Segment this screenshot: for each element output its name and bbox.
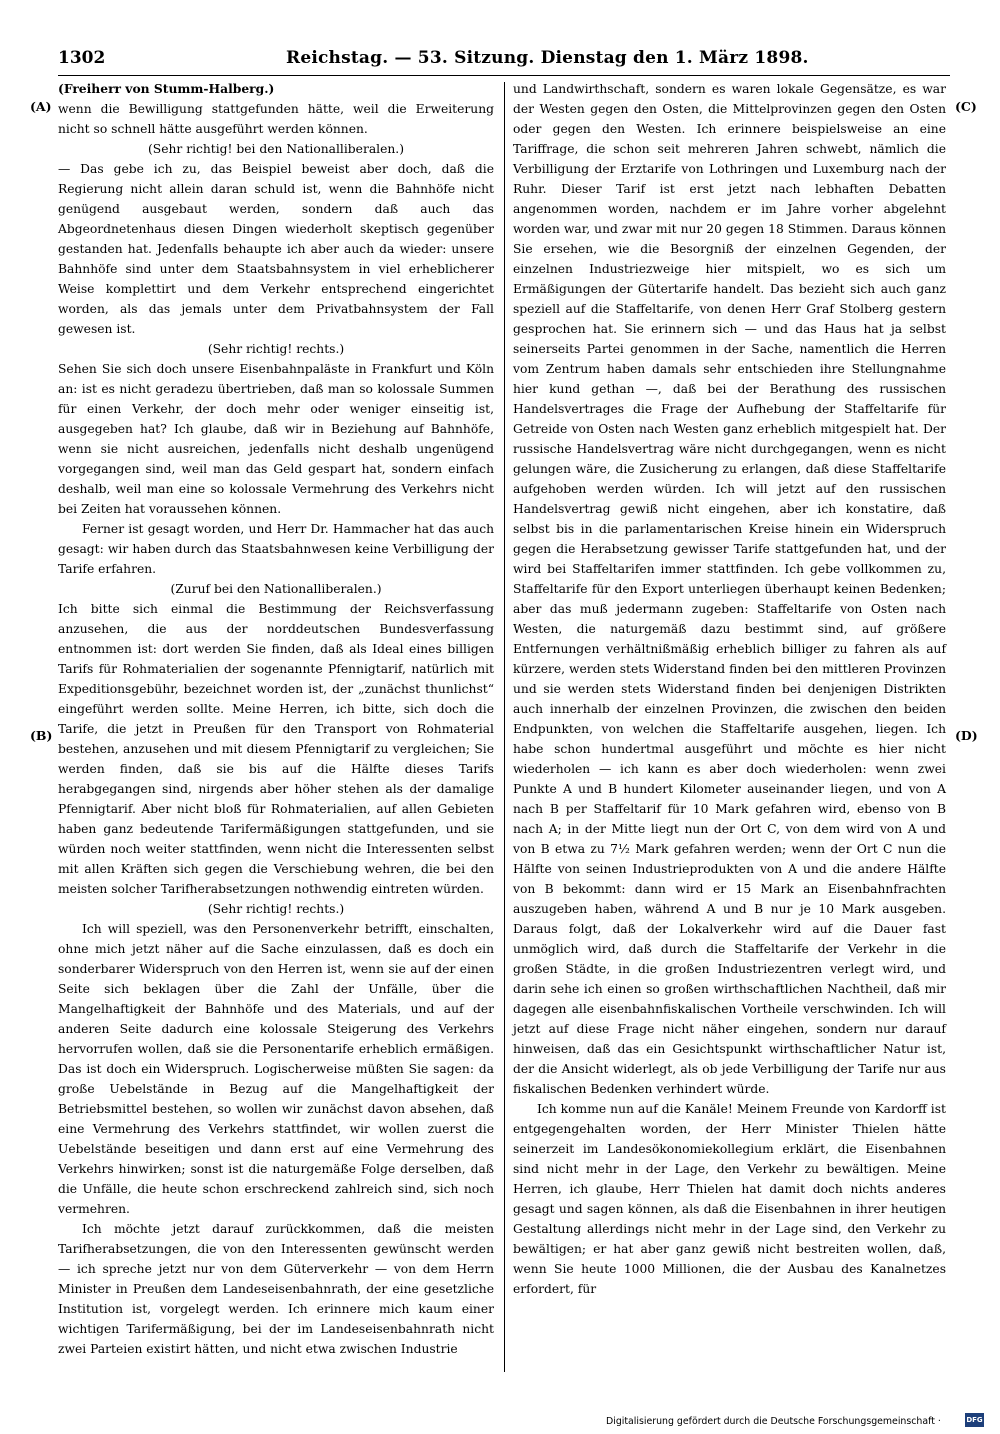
paragraph: Ich komme nun auf die Kanäle! Meinem Freunde von Kardorff ist entgegengehalten worden, der Herr Minister Thielen hätte seinerzeit im Landesökonomiekollegium erklärt, die Eisenbahnen sind nicht mehr in der Lage, den Verkehr zu bewältigen. Meine Herren, ich glaube, Herr Thielen hat damit doch nichts anderes gesagt und sagen können, als daß die Eisenbahnen in ihrer heutigen Gestaltung allerdings nicht mehr in der Lage sind, den Verkehr zu bewältigen; er hat aber ganz gewiß nicht bestreiten wollen, daß, wenn Sie heute 1000 Millionen, die der Ausbau des Kanalnetzes erfordert, für [513, 1102, 946, 1296]
paragraph: und Landwirthschaft, sondern es waren lokale Gegensätze, es war der Westen gegen den Osten, die Mittelprovinzen gegen den Osten oder gegen den Westen. Ich erinnere beispielsweise an eine Tariffrage, die schon seit mehreren Jahren schwebt, nämlich die Verbilligung der Erztarife von Lothringen und Luxemburg nach der Ruhr. Dieser Tarif ist erst jetzt nach lebhaften Debatten angenommen worden, nachdem er im Jahre vorher abgelehnt worden war, und zwar mit nur 20 gegen 18 Stimmen. Daraus können Sie ersehen, wie die Besorgniß der einzelnen Gegenden, der einzelnen Industriezweige hier mitspielt, wo es sich um Ermäßigungen der Gütertarife handelt. Das bezieht sich auch ganz speziell auf die Staffeltarife, von denen Herr Graf Stolberg gestern gesprochen hat. Sie erinnern sich — und das Haus hat ja selbst seinerseits Partei genommen in der Sache, namentlich die Herren vom Zentrum haben damals sehr entschieden ihre Stellungnahme hier kund gethan —, daß bei der Berathung des russischen Handelsvertrages die Frage der Aufhebung der Staffeltarife für Getreide von Osten nach Westen ganz erheblich mitgespielt hat. Der russische Handelsvertrag wäre nicht durchgegangen, wenn es nicht gelungen wäre, die Zusicherung zu erlangen, daß diese Staffeltarife aufgehoben werden würden. Ich will jetzt auf den russischen Handelsvertrag gewiß nicht eingehen, aber ich konstatire, daß selbst bis in die parlamentarischen Kreise hinein ein Widerspruch gegen die Herabsetzung gewisser Tarife stattgefunden hat, und der wird bei Staffeltarifen immer stattfinden. Ich gebe vollkommen zu, Staffeltarife für den Export unterliegen überhaupt keinen Bedenken; aber das muß jedermann zugeben: Staffeltarife von Osten nach Westen, die naturgemäß dazu bestimmt sind, auf größere Entfernungen verhältnißmäßig erheblich billiger zu fahren als auf kürzere, werden stets Widerstand finden bei den mittleren Provinzen und sie werden stets Widerstand finden bei denjenigen Distrikten auch innerhalb der einzelnen Provinzen, die zwischen den beiden Endpunkten, von welchen die Staffeltarife ausgehen, liegen. Ich habe schon hundertmal ausgeführt und möchte es hier nicht wiederholen — ich kann es aber doch wiederholen: wenn zwei Punkte A und B hundert Kilometer auseinander liegen, und von A nach B per Staffeltarif für 10 Mark gefahren wird, ebenso von B nach A; in der Mitte liegt nun der Ort C, von dem wird von A und von B etwa zu 7½ Mark gefahren werden; wenn der Ort C nun die Hälfte von seinen Industrieprodukten von A und die andere Hälfte von B bekommt: dann wird er 15 Mark an Eisenbahnfrachten auszugeben haben, während A und B nur je 10 Mark ausgeben. Daraus folgt, daß der Lokalverkehr wird auf die Dauer fast unmöglich wird, daß durch die Staffeltarife der Verkehr in die großen Städte, in die großen Industriezentren verlegt wird, und darin sehe ich einen so großen wirthschaftlichen Nachtheil, daß mir dagegen alle eisenbahnfiskalischen Vortheile verschwinden. Ich will jetzt auf diese Frage nicht näher eingehen, sondern nur darauf hinweisen, daß das ein Gesichtspunkt wirthschaftlicher Natur ist, der die Ansicht widerlegt, als ob jede Verbilligung der Tarife nur aus fiskalischen Bedenken verhindert würde. [513, 82, 946, 1096]
left-column [58, 79, 494, 1359]
right-column [513, 79, 946, 1299]
interjection: (Sehr richtig! rechts.) [207, 902, 345, 916]
margin-mark-d: (D) [955, 728, 978, 743]
paragraph: — Das gebe ich zu, das Beispiel beweist aber doch, daß die Regierung nicht allein daran schuld ist, wenn die Bahnhöfe nicht genügend ausgebaut werden, sondern daß auch das Abgeordnetenhaus diesen Dingen wiederholt skeptisch gegenüber gestanden hat. Jedenfalls behaupte ich aber auch da wieder: unsere Bahnhöfe sind unter dem Staatsbahnsystem in viel erheblicherer Weise komplettirt und dem Verkehr entsprechend eingerichtet worden, als das jemals unter dem Privatbahnsystem der Fall gewesen ist. [58, 162, 494, 336]
paragraph: Ich möchte jetzt darauf zurückkommen, daß die meisten Tarifherabsetzungen, die von den Interessenten gewünscht werden — ich spreche jetzt nur von dem Güterverkehr — von dem Herrn Minister in Preußen dem Landeseisenbahnrath, der eine gesetzliche Institution ist, vorgelegt werden. Ich erinnere mich kaum einer wichtigen Tarifermäßigung, bei der im Landeseisenbahnrath nicht zwei Parteien existirt hätten, und nicht etwa zwischen Industrie [58, 1222, 494, 1356]
page-header [58, 48, 938, 74]
paragraph: wenn die Bewilligung stattgefunden hätte, weil die Erweiterung nicht so schnell hätte ausgeführt werden können. [58, 102, 494, 136]
paragraph: Ferner ist gesagt worden, und Herr Dr. Hammacher hat das auch gesagt: wir haben durch das Staatsbahnwesen keine Verbilligung der Tarife erfahren. [58, 522, 494, 576]
margin-mark-c: (C) [955, 99, 977, 114]
dfg-logo: DFG [965, 1413, 984, 1427]
interjection: (Sehr richtig! rechts.) [207, 342, 345, 356]
paragraph: Ich bitte sich einmal die Bestimmung der Reichsverfassung anzusehen, die aus der norddeutschen Bundesverfassung entnommen ist: dort werden Sie finden, daß als Ideal eines billigen Tarifs für Rohmaterialien der sogenannte Pfennigtarif, natürlich mit Expeditionsgebühr, bezeichnet worden ist, der „zunächst thunlichst“ eingeführt werden sollte. Meine Herren, ich bitte, sich doch die Tarife, die jetzt in Preußen für den Transport von Rohmaterial bestehen, anzusehen und mit diesem Pfennigtarif zu vergleichen; Sie werden finden, daß sie bis auf die Hälfte dieses Tarifs herabgegangen sind, nirgends aber höher stehen als der damalige Pfennigtarif. Aber nicht bloß für Rohmaterialien, auf allen Gebieten haben ganz bedeutende Tarifermäßigungen stattgefunden, und sie würden noch weiter stattfinden, wenn nicht die Interessenten selbst mit allen Kräften sich gegen die Verschiebung wehren, die bei den meisten solcher Tarifherabsetzungen nothwendig eintreten würden. [58, 602, 494, 896]
margin-mark-a: (A) [30, 99, 52, 114]
paragraph: Ich will speziell, was den Personenverkehr betrifft, einschalten, ohne mich jetzt näher auf die Sache einzulassen, daß es doch ein sonderbarer Widerspruch von den Herren ist, wenn sie auf der einen Seite sich beklagen über die Zahl der Unfälle, über die Mangelhaftigkeit der Bahnhöfe und des Materials, und auf der anderen Seite dadurch eine kolossale Steigerung des Verkehrs hervorrufen wollen, daß sie die Personentarife erheblich ermäßigen. Das ist doch ein Widerspruch. Logischerweise müßten Sie sagen: da große Uebelstände in Bezug auf die Mangelhaftigkeit der Betriebsmittel bestehen, so wollen wir zunächst davon absehen, daß eine Vermehrung des Verkehrs stattfindet, wir wollen zuerst die Uebelstände beseitigen und dann erst auf eine Vermehrung des Verkehrs hinwirken; sonst ist die naturgemäße Folge derselben, daß die Unfälle, die heute schon erschreckend zahlreich sind, sich noch vermehren. [58, 922, 494, 1216]
interjection: (Sehr richtig! bei den Nationalliberalen.) [147, 142, 404, 156]
running-head: Reichstag. — 53. Sitzung. Dienstag den 1. März 1898. [286, 48, 809, 68]
column-divider [504, 82, 505, 1372]
footer-credit: Digitalisierung gefördert durch die Deutsche Forschungsgemeinschaft · [606, 1416, 941, 1427]
speaker-label: (Freiherr von Stumm-Halberg.) [58, 81, 275, 96]
header-rule [58, 75, 950, 76]
margin-mark-b: (B) [30, 728, 53, 743]
page-number: 1302 [58, 48, 106, 68]
paragraph: Sehen Sie sich doch unsere Eisenbahnpaläste in Frankfurt und Köln an: ist es nicht geradezu übertrieben, daß man so kolossale Summen für einen Verkehr, der doch mehr oder weniger einseitig ist, ausgegeben hat? Ich glaube, daß wir in Beziehung auf Bahnhöfe, wenn sie nicht ausreichen, jedenfalls nicht deshalb ungenügend vorgegangen sind, weil man das Geld gespart hat, sondern einfach deshalb, weil man eine so kolossale Vermehrung des Verkehrs nicht bei Zeiten hat voraussehen können. [58, 362, 494, 516]
interjection: (Zuruf bei den Nationalliberalen.) [170, 582, 382, 596]
